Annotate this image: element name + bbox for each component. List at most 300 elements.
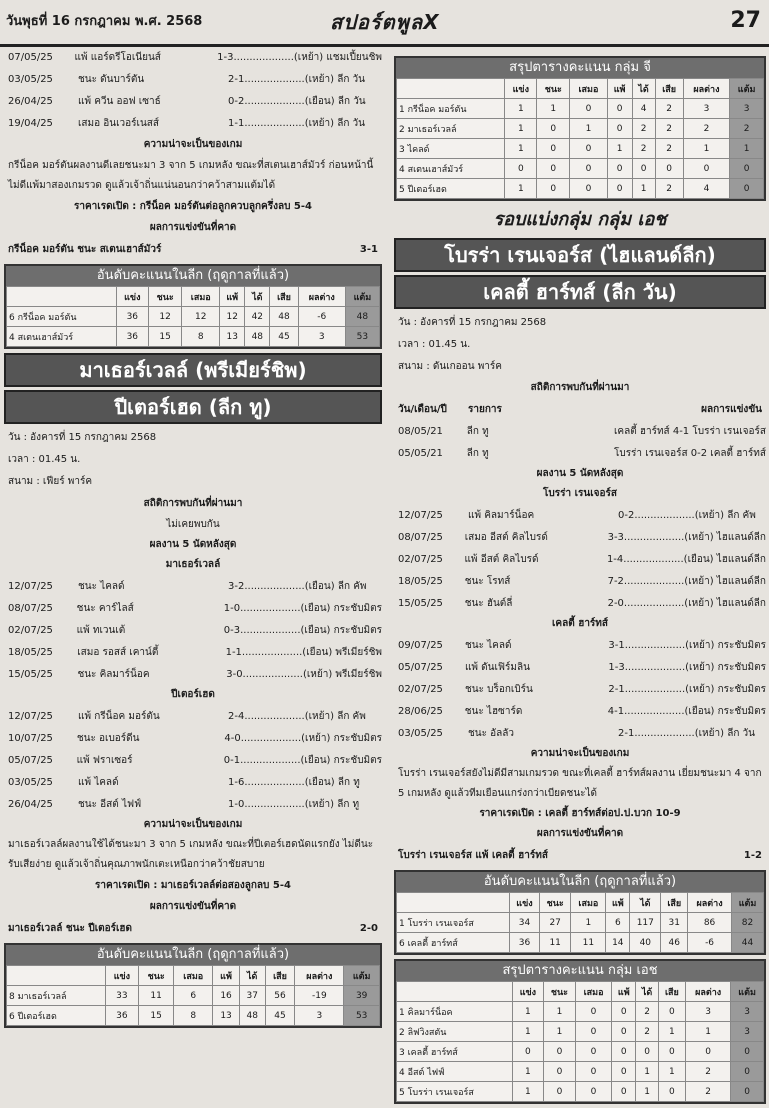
standings-table xyxy=(396,892,764,953)
league-table xyxy=(394,870,766,955)
table-cell: 2 ลิฟวิงสตัน xyxy=(397,1022,513,1042)
table-header-row xyxy=(397,79,764,99)
table-head-cell: เสมอ xyxy=(174,966,213,986)
table-cell: 0 xyxy=(686,1042,731,1062)
result-score: 3-1...................(เหย้า) กระชับมิตร xyxy=(608,639,766,651)
table-cell: 1 xyxy=(658,1062,685,1082)
table-cell: 0 xyxy=(607,119,632,139)
table-cell: 82 xyxy=(732,913,764,933)
team-b-results xyxy=(4,705,382,815)
left-column xyxy=(4,46,382,1032)
team-b-results xyxy=(394,634,766,744)
table-cell: 0 xyxy=(537,139,570,159)
table-cell: 6 xyxy=(606,913,630,933)
table-cell: 46 xyxy=(661,933,688,953)
table-head-cell: แข่ง xyxy=(116,287,148,307)
result-row xyxy=(4,641,382,663)
result-date: 12/07/25 xyxy=(8,580,53,592)
table-cell: -6 xyxy=(298,307,345,327)
table-head-cell: แข่ง xyxy=(505,79,537,99)
result-opponent: ชนะ ดันบาร์ตัน xyxy=(78,73,145,85)
result-opponent: แพ้ ควีน ออฟ เซาธ์ xyxy=(78,95,161,107)
table-cell: 1 xyxy=(632,179,655,199)
table-cell: 16 xyxy=(213,986,239,1006)
result-date: 05/07/25 xyxy=(8,754,53,766)
result-date: 26/04/25 xyxy=(8,95,53,107)
table-cell: 0 xyxy=(731,1082,764,1102)
table-cell: 0 xyxy=(612,1002,636,1022)
table-cell: 12 xyxy=(220,307,245,327)
result-date: 03/05/25 xyxy=(8,776,53,788)
result-row xyxy=(394,592,766,614)
table-cell: 40 xyxy=(630,933,661,953)
result-date: 18/05/25 xyxy=(8,646,53,658)
prob-text: โบรร่า เรนเจอร์สยังไม่ดีมีสามเกมรวด ขณะที่เคลตี้ ฮาร์ทส์ผลงาน เยี่ยมชนะมา 4 จาก 5 เกมหลัง ดูแล้วทีมเยือนแกร่งกว่าเบียดชนะได้ xyxy=(398,768,762,799)
result-date: 28/06/25 xyxy=(398,705,443,717)
table-cell: 3 xyxy=(686,1002,731,1022)
table-cell: 1 โบรร่า เรนเจอร์ส xyxy=(397,913,510,933)
table-cell: 48 xyxy=(239,1006,265,1026)
table-cell: 34 xyxy=(509,913,539,933)
table-head-cell: แข่ง xyxy=(509,893,539,913)
table-cell: 0 xyxy=(570,99,607,119)
result-row xyxy=(4,90,382,112)
result-opponent: เสมอ รอสส์ เคาน์ตี้ xyxy=(77,646,159,658)
table-head-cell: แพ้ xyxy=(612,982,636,1002)
team-a-results xyxy=(4,575,382,685)
table-cell: 1 กรีน็อค มอร์ตัน xyxy=(397,99,505,119)
result-row xyxy=(394,722,766,744)
table-cell: 1 xyxy=(607,139,632,159)
table-row xyxy=(397,1042,764,1062)
table-title: อันดับคะแนนในลีก (ฤดูกาลที่แล้ว) xyxy=(6,945,380,965)
table-cell: 2 xyxy=(655,179,683,199)
table-head-cell: ผลต่าง xyxy=(683,79,729,99)
table-cell: 8 มาเธอร์เวลล์ xyxy=(7,986,106,1006)
result-score: 7-2...................(เหย้า) ไฮแลนด์ลีก xyxy=(607,575,766,587)
pred-title: ผลการแข่งขันที่คาด xyxy=(149,222,237,233)
result-date: 07/05/25 xyxy=(8,51,53,63)
match-day: วัน : อังคารที่ 15 กรกฎาคม 2568 xyxy=(398,317,547,328)
table-row xyxy=(7,986,380,1006)
table-cell: 1 xyxy=(512,1062,543,1082)
table-cell: 11 xyxy=(571,933,606,953)
table-head-cell: เสมอ xyxy=(570,79,607,99)
table-cell: 0 xyxy=(570,159,607,179)
table-cell: 2 xyxy=(686,1082,731,1102)
table-cell: 36 xyxy=(509,933,539,953)
table-cell: 1 xyxy=(505,179,537,199)
result-date: 10/07/25 xyxy=(8,732,53,744)
table-head-cell: ได้ xyxy=(245,287,270,307)
prob-text: กรีน็อค มอร์ตันผลงานดีเลยชนะมา 3 จาก 5 เกมหลัง ขณะที่สเตนเฮาส์มัวร์ ก่อนหน้านี้ไม่ดีแพ้มาสองเกมรวด ดูแล้วเจ้าถิ่นแน่นอนกว่าคว้าสามแต้มได้ xyxy=(8,160,374,191)
table-cell: 1 xyxy=(686,1022,731,1042)
result-score: 2-0...................(เหย้า) ไฮแลนด์ลีก xyxy=(607,597,766,609)
table-cell: 39 xyxy=(344,986,380,1006)
table-cell: 6 ปีเตอร์เฮด xyxy=(7,1006,106,1026)
table-cell: 1 xyxy=(636,1062,658,1082)
table-head-cell: เสีย xyxy=(658,982,685,1002)
table-cell: 4 xyxy=(632,99,655,119)
result-row xyxy=(4,68,382,90)
table-cell: 0 xyxy=(537,159,570,179)
table-cell: 0 xyxy=(505,159,537,179)
table-head-cell: เสีย xyxy=(265,966,295,986)
result-opponent: ชนะ คาร์ไลส์ xyxy=(76,602,134,614)
table-cell: 0 xyxy=(731,1062,764,1082)
table-cell: 12 xyxy=(182,307,220,327)
table-cell: 4 สเตนเฮาส์มัวร์ xyxy=(397,159,505,179)
result-row xyxy=(394,656,766,678)
group-g-table xyxy=(394,56,766,201)
table-head-cell: แต้ม xyxy=(731,982,764,1002)
table-cell: 33 xyxy=(105,986,139,1006)
table-cell: 56 xyxy=(265,986,295,1006)
table-cell: 3 xyxy=(683,99,729,119)
result-score: 2-1...................(เหย้า) ลีก วัน xyxy=(228,73,366,85)
result-opponent: เสมอ อินเวอร์เนสส์ xyxy=(78,117,160,129)
result-date: 18/05/25 xyxy=(398,575,443,587)
price2-line: ราคาเรดเปิด : มาเธอร์เวลล์ต่อสองลูกลบ 5-4 xyxy=(95,880,291,891)
team-banner-home: โบรร่า เรนเจอร์ส (ไฮแลนด์ลีก) xyxy=(394,238,766,272)
table-head-cell xyxy=(397,982,513,1002)
result-row xyxy=(4,663,382,685)
result-row xyxy=(394,442,766,464)
table-cell: 1 xyxy=(730,139,764,159)
table-row xyxy=(397,1002,764,1022)
table-cell: 48 xyxy=(245,327,270,347)
result-row xyxy=(394,526,766,548)
table-cell: 0 xyxy=(730,179,764,199)
result-score: เคลตี้ ฮาร์ทส์ 4-1 โบรร่า เรนเจอร์ส xyxy=(613,425,766,437)
table-head-cell: แต้ม xyxy=(344,966,380,986)
page-number: 27 xyxy=(730,8,761,33)
table-cell: 1 xyxy=(570,119,607,139)
league-table-1 xyxy=(4,264,382,349)
table-cell: -6 xyxy=(688,933,732,953)
result-score: โบรร่า เรนเจอร์ส 0-2 เคลตี้ ฮาร์ทส์ xyxy=(613,447,766,459)
table-head-cell: ผลต่าง xyxy=(686,982,731,1002)
table-cell: 0 xyxy=(655,159,683,179)
table-row xyxy=(397,1082,764,1102)
table-cell: 13 xyxy=(213,1006,239,1026)
result-opponent: ชนะ อเบอร์ดีน xyxy=(76,732,140,744)
table-head-cell: ผลต่าง xyxy=(295,966,344,986)
result-row xyxy=(4,705,382,727)
table-cell: 0 xyxy=(612,1062,636,1082)
result-opponent: ชนะ คิลมาร์น็อค xyxy=(77,668,150,680)
standings-table xyxy=(6,286,380,347)
table-cell: 0 xyxy=(607,159,632,179)
result-opponent: แพ้ ไคลด์ xyxy=(78,776,119,788)
result-opponent: แพ้ อีสต์ คิลไบรด์ xyxy=(464,553,539,565)
table-cell: 0 xyxy=(683,159,729,179)
pred2-score: 2-0 xyxy=(359,922,378,934)
table-head-cell: เสมอ xyxy=(575,982,611,1002)
table-cell: 0 xyxy=(730,159,764,179)
table-head-cell: ผลต่าง xyxy=(688,893,732,913)
table-cell: 8 xyxy=(182,327,220,347)
pred-score: 1-2 xyxy=(743,849,762,861)
table-cell: 3 xyxy=(730,99,764,119)
prediction-2 xyxy=(4,917,382,939)
table-cell: 4 อีสต์ ไฟฟ์ xyxy=(397,1062,513,1082)
table-head-cell: เสีย xyxy=(270,287,299,307)
group-table xyxy=(396,981,764,1102)
table-cell: 1 xyxy=(636,1082,658,1102)
table-title: อันดับคะแนนในลีก (ฤดูกาลที่แล้ว) xyxy=(6,266,380,286)
result-opponent: ชนะ ไคลด์ xyxy=(464,639,512,651)
table-head-cell: เสมอ xyxy=(182,287,220,307)
table-cell: 11 xyxy=(540,933,571,953)
result-date: 08/07/25 xyxy=(398,531,443,543)
table-cell: 1 xyxy=(543,1002,575,1022)
result-date: 08/05/21 xyxy=(398,425,443,437)
stats-title: สถิติการพบกันที่ผ่านมา xyxy=(530,382,630,393)
result-row xyxy=(394,548,766,570)
group-table xyxy=(396,78,764,199)
page-header xyxy=(0,0,769,47)
team-b-name: ปีเตอร์เฮด xyxy=(171,689,215,700)
result-row xyxy=(394,700,766,722)
table-cell: 3 ไคลด์ xyxy=(397,139,505,159)
table-cell: 12 xyxy=(148,307,181,327)
result-opponent: เสมอ อีสต์ คิลไบรด์ xyxy=(464,531,548,543)
result-date: 05/07/25 xyxy=(398,661,443,673)
result-row xyxy=(394,504,766,526)
table-head-cell: แพ้ xyxy=(606,893,630,913)
table-cell: 0 xyxy=(512,1042,543,1062)
round-title: รอบแบ่งกลุ่ม กลุ่ม เอช xyxy=(493,209,667,230)
table-head-cell: ชนะ xyxy=(148,287,181,307)
table-head-cell: ชนะ xyxy=(537,79,570,99)
match-venue: สนาม : เฟียร์ พาร์ค xyxy=(8,476,93,487)
table-head-cell: เสีย xyxy=(655,79,683,99)
result-score: 1-3...................(เหย้า) แชมเปี้ยนชิพ xyxy=(217,51,382,63)
table-cell: 27 xyxy=(540,913,571,933)
table-head-cell: ได้ xyxy=(239,966,265,986)
right-column xyxy=(394,46,766,1108)
table-cell: 0 xyxy=(575,1082,611,1102)
result-row xyxy=(394,570,766,592)
table-head-cell xyxy=(397,893,510,913)
table-cell: 0 xyxy=(575,1002,611,1022)
table-cell: 1 xyxy=(658,1022,685,1042)
table-head-cell: ได้ xyxy=(636,982,658,1002)
table-row xyxy=(397,139,764,159)
result-date: 09/07/25 xyxy=(398,639,443,651)
result-date: 03/05/25 xyxy=(398,727,443,739)
last5-title: ผลงาน 5 นัดหลังสุด xyxy=(149,539,237,550)
result-opponent: แพ้ แอร์ดรีโอเนียนส์ xyxy=(74,51,161,63)
table-cell: 1 xyxy=(683,139,729,159)
result-date: 03/05/25 xyxy=(8,73,53,85)
table-cell: 0 xyxy=(612,1022,636,1042)
table-cell: 44 xyxy=(732,933,764,953)
table-cell: 0 xyxy=(575,1042,611,1062)
result-date: 02/07/25 xyxy=(398,683,443,695)
prediction xyxy=(4,238,382,260)
standings-table xyxy=(6,965,380,1026)
table-head-cell: แพ้ xyxy=(213,966,239,986)
table-cell: 2 xyxy=(636,1022,658,1042)
table-head-cell: แต้ม xyxy=(732,893,764,913)
table-cell: 3 เคลตี้ ฮาร์ทส์ xyxy=(397,1042,513,1062)
issue-date: วันพุธที่ 16 กรกฎาคม พ.ศ. 2568 xyxy=(6,14,203,29)
table-cell: 11 xyxy=(139,986,174,1006)
result-score: 0-2...................(เยือน) ลีก วัน xyxy=(228,95,366,107)
table-title: อันดับคะแนนในลีก (ฤดูกาลที่แล้ว) xyxy=(396,872,764,892)
table-cell: 0 xyxy=(570,139,607,159)
prob-title: ความน่าจะเป็นของเกม xyxy=(143,139,243,150)
table-cell: 3 xyxy=(731,1022,764,1042)
result-opponent: ชนะ ไคลด์ xyxy=(78,580,125,592)
table-cell: 0 xyxy=(612,1042,636,1062)
result-row xyxy=(4,597,382,619)
table-head-cell xyxy=(397,79,505,99)
table-cell: 15 xyxy=(139,1006,174,1026)
result-date: 12/07/25 xyxy=(8,710,53,722)
table-cell: 31 xyxy=(661,913,688,933)
result-opponent: ลีก ทู xyxy=(466,425,489,437)
result-date: 02/07/25 xyxy=(398,553,443,565)
table-head-cell xyxy=(7,287,117,307)
pred-match: โบรร่า เรนเจอร์ส แพ้ เคลตี้ ฮาร์ทส์ xyxy=(398,849,548,861)
team-a-name: โบรร่า เรนเจอร์ส xyxy=(543,488,617,499)
team-b-name: เคลตี้ ฮาร์ทส์ xyxy=(552,618,608,629)
result-score: 2-1...................(เหย้า) ลีก วัน xyxy=(618,727,756,739)
prob2-text: มาเธอร์เวลล์ผลงานใช้ได้ชนะมา 3 จาก 5 เกมหลัง ขณะที่ปีเตอร์เฮดนัดแรกยัง ไม่ดีนะรับเสียง่าย ดูแล้วเจ้าถิ่นคุณภาพนักเตะเหนือกว่าคว้าชัยสบาย xyxy=(8,839,374,870)
result-score: 0-3...................(เยือน) กระชับมิตร xyxy=(223,624,382,636)
h2h-col-comp: รายการ xyxy=(468,403,502,415)
no-meeting: ไม่เคยพบกัน xyxy=(166,519,220,530)
table-row xyxy=(7,307,380,327)
table-cell: 15 xyxy=(148,327,181,347)
table-cell: 1 xyxy=(512,1002,543,1022)
table-head-cell: เสีย xyxy=(661,893,688,913)
table-cell: 0 xyxy=(658,1002,685,1022)
table-head-cell: ชนะ xyxy=(139,966,174,986)
pred-score: 3-1 xyxy=(359,243,378,255)
result-opponent: แพ้ ดันเฟิร์มลิน xyxy=(464,661,530,673)
result-date: 19/04/25 xyxy=(8,117,53,129)
table-head-cell: แพ้ xyxy=(220,287,245,307)
table-cell: 0 xyxy=(632,159,655,179)
table-cell: 1 xyxy=(543,1022,575,1042)
table-head-cell: แต้ม xyxy=(730,79,764,99)
table-cell: 0 xyxy=(570,179,607,199)
table-cell: 0 xyxy=(612,1082,636,1102)
result-opponent: ลีก ทู xyxy=(466,447,489,459)
table-head-cell: ชนะ xyxy=(540,893,571,913)
result-row xyxy=(4,575,382,597)
result-row xyxy=(4,793,382,815)
match-day: วัน : อังคารที่ 15 กรกฎาคม 2568 xyxy=(8,432,157,443)
team-banner-away: เคลตี้ ฮาร์ทส์ (ลีก วัน) xyxy=(394,275,766,309)
prediction xyxy=(394,844,766,866)
table-head-cell: ได้ xyxy=(632,79,655,99)
result-row xyxy=(4,771,382,793)
pred2-title: ผลการแข่งขันที่คาด xyxy=(149,901,237,912)
h2h-list xyxy=(394,420,766,464)
table-cell: 48 xyxy=(345,307,379,327)
pred-title: ผลการแข่งขันที่คาด xyxy=(536,828,624,839)
result-score: 4-1...................(เยือน) กระชับมิตร xyxy=(607,705,766,717)
result-date: 15/05/25 xyxy=(8,668,53,680)
table-head-cell: ได้ xyxy=(630,893,661,913)
result-opponent: ชนะ อัลลัว xyxy=(468,727,515,739)
table-cell: 4 xyxy=(683,179,729,199)
league-table-2 xyxy=(4,943,382,1028)
price-line: ราคาเรดเปิด : กรีน็อค มอร์ตันต่อลูกควบลูกครึ่งลบ 5-4 xyxy=(73,201,313,212)
table-cell: 2 xyxy=(655,139,683,159)
table-row xyxy=(397,159,764,179)
table-cell: 2 มาเธอร์เวลล์ xyxy=(397,119,505,139)
table-cell: 0 xyxy=(543,1042,575,1062)
table-cell: 36 xyxy=(116,327,148,347)
table-cell: 6 เคลตี้ ฮาร์ทส์ xyxy=(397,933,510,953)
result-row xyxy=(4,46,382,68)
table-cell: 37 xyxy=(239,986,265,1006)
table-cell: 1 คิลมาร์น็อค xyxy=(397,1002,513,1022)
result-opponent: ชนะ ไฮซาร์ด xyxy=(464,705,523,717)
result-date: 15/05/25 xyxy=(398,597,443,609)
table-cell: 3 xyxy=(731,1002,764,1022)
table-row xyxy=(397,1062,764,1082)
prob2-title: ความน่าจะเป็นของเกม xyxy=(143,819,243,830)
table-cell: 0 xyxy=(543,1082,575,1102)
table-header-row xyxy=(397,982,764,1002)
table-cell: 2 xyxy=(686,1062,731,1082)
table-cell: 45 xyxy=(270,327,299,347)
table-cell: 1 xyxy=(505,139,537,159)
group-h-table xyxy=(394,959,766,1104)
table-cell: 42 xyxy=(245,307,270,327)
table-cell: 1 xyxy=(505,99,537,119)
table-cell: 6 xyxy=(174,986,213,1006)
table-cell: 0 xyxy=(636,1042,658,1062)
table-cell: 0 xyxy=(658,1042,685,1062)
table-cell: 1 xyxy=(505,119,537,139)
table-head-cell xyxy=(7,966,106,986)
match-time: เวลา : 01.45 น. xyxy=(398,339,471,350)
result-score: 1-6...................(เยือน) ลีก ทู xyxy=(228,776,360,788)
result-row xyxy=(4,112,382,134)
table-head-cell: แต้ม xyxy=(345,287,379,307)
table-cell: 3 xyxy=(295,1006,344,1026)
table-cell: 53 xyxy=(345,327,379,347)
table-cell: 8 xyxy=(174,1006,213,1026)
table-cell: 0 xyxy=(607,179,632,199)
table-cell: 5 โบรร่า เรนเจอร์ส xyxy=(397,1082,513,1102)
table-cell: 0 xyxy=(575,1062,611,1082)
team-banner-home: มาเธอร์เวลล์ (พรีเมียร์ชิพ) xyxy=(4,353,382,387)
table-row xyxy=(7,1006,380,1026)
table-header-row xyxy=(7,287,380,307)
table-head-cell: เสมอ xyxy=(571,893,606,913)
table-head-cell: แข่ง xyxy=(512,982,543,1002)
table-cell: 0 xyxy=(607,99,632,119)
result-score: 4-0...................(เหย้า) กระชับมิตร xyxy=(224,732,382,744)
result-opponent: ชนะ ฮันต์ลี่ xyxy=(464,597,513,609)
table-row xyxy=(7,327,380,347)
result-opponent: ชนะ โรทส์ xyxy=(464,575,511,587)
table-cell: 1 xyxy=(512,1022,543,1042)
result-score: 3-2...................(เยือน) ลีก คัพ xyxy=(228,580,367,592)
table-cell: 2 xyxy=(730,119,764,139)
pred-match: กรีน็อค มอร์ตัน ชนะ สเตนเฮาส์มัวร์ xyxy=(8,243,162,255)
result-date: 05/05/21 xyxy=(398,447,443,459)
